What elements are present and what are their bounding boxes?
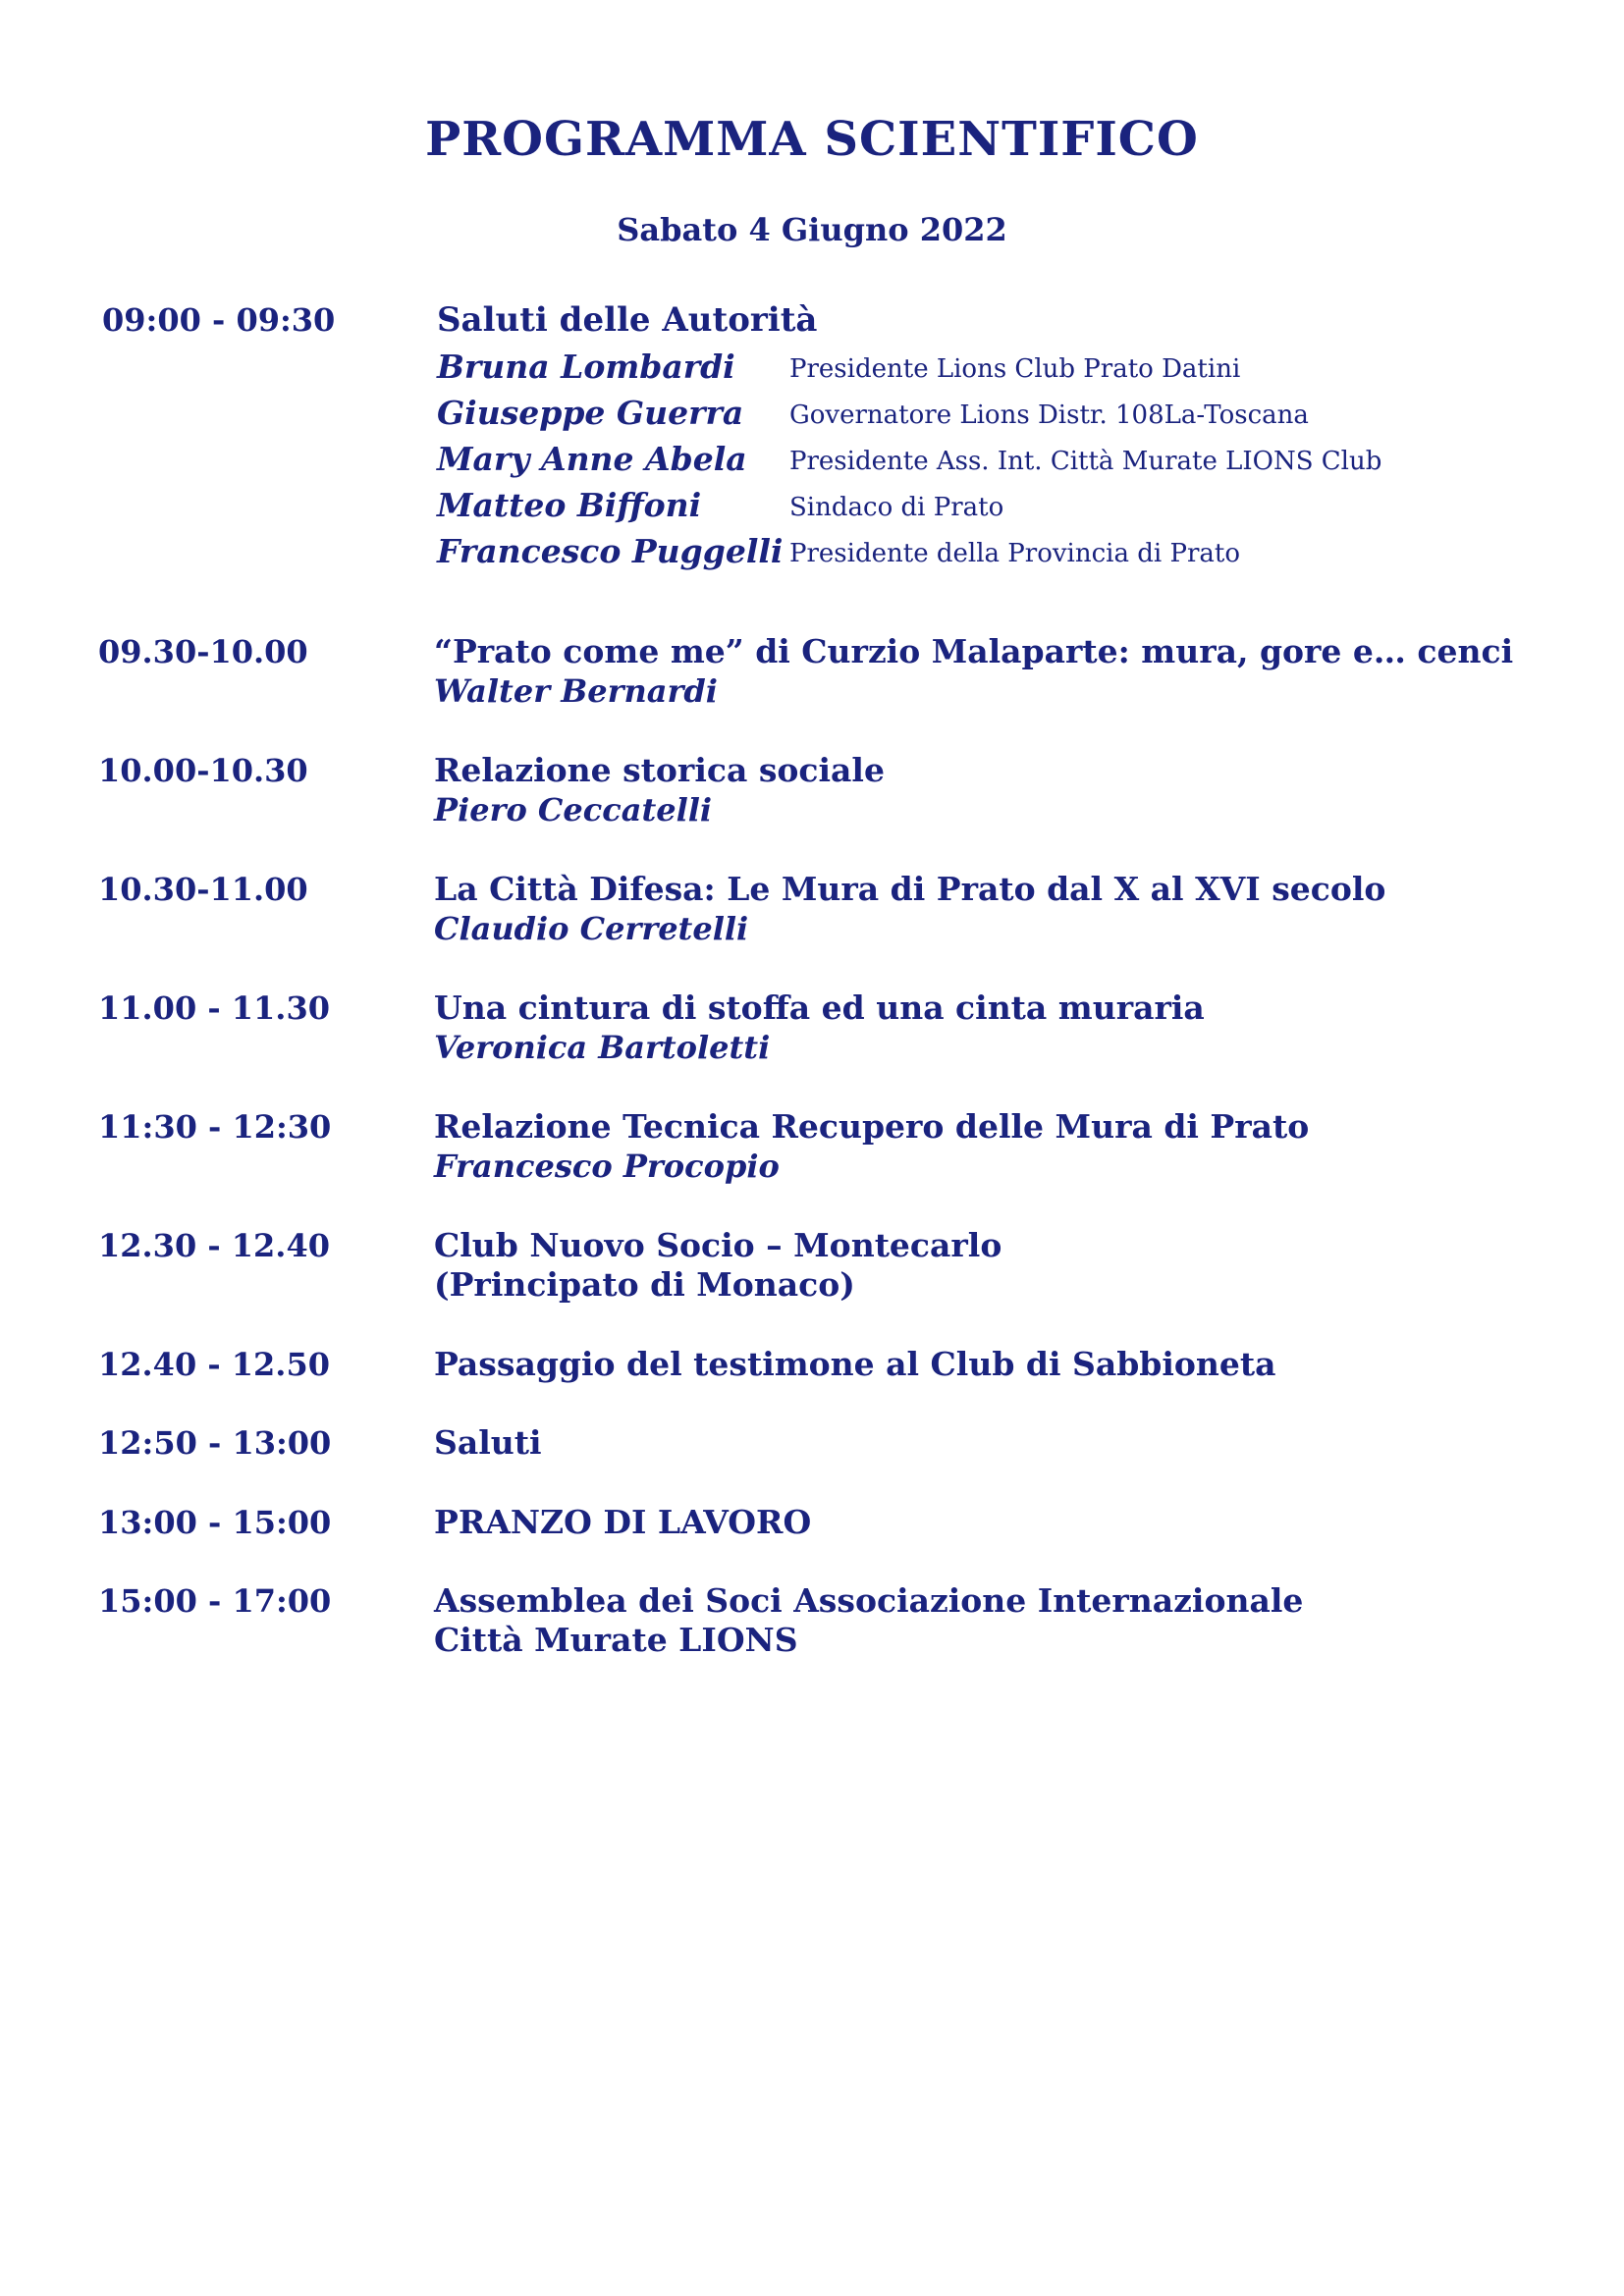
item-topic: Relazione Tecnica Recupero delle Mura di Prato <box>434 1107 1310 1146</box>
authority-role: Sindaco di Prato <box>789 493 1004 522</box>
item-topic: Club Nuovo Socio – Montecarlo <box>434 1226 1002 1264</box>
item-topic: “Prato come me” di Curzio Malaparte: mura, gore e… cenci <box>434 632 1514 670</box>
item-topic: La Città Difesa: Le Mura di Prato dal X al XVI secolo <box>434 870 1386 908</box>
item-time: 12.30 - 12.40 <box>98 1227 330 1264</box>
authority-role: Presidente Lions Club Prato Datini <box>789 354 1241 384</box>
item-speaker: Claudio Cerretelli <box>434 910 749 947</box>
item-time: 15:00 - 17:00 <box>98 1582 332 1620</box>
item-speaker: Francesco Procopio <box>434 1148 780 1185</box>
item-topic: Saluti <box>434 1423 542 1462</box>
item-time: 10.00-10.30 <box>98 752 308 789</box>
authority-name: Giuseppe Guerra <box>437 394 744 432</box>
authority-name: Francesco Puggelli <box>437 532 784 570</box>
item-time: 11.00 - 11.30 <box>98 989 330 1027</box>
item-time: 09.30-10.00 <box>98 633 308 670</box>
item-topic: PRANZO DI LAVORO <box>434 1503 812 1541</box>
event-date: Sabato 4 Giugno 2022 <box>617 211 1007 248</box>
item-speaker: Piero Ceccatelli <box>434 791 713 828</box>
item-time: 10.30-11.00 <box>98 871 308 908</box>
authority-row <box>0 438 1624 483</box>
opening-heading: Saluti delle Autorità <box>437 300 818 340</box>
authority-name: Bruna Lombardi <box>437 347 735 386</box>
authority-row <box>0 392 1624 437</box>
item-topic-continued: (Principato di Monaco) <box>434 1265 855 1304</box>
authority-row <box>0 346 1624 391</box>
item-topic: Passaggio del testimone al Club di Sabbioneta <box>434 1345 1276 1383</box>
item-speaker: Veronica Bartoletti <box>434 1029 771 1066</box>
item-time: 12:50 - 13:00 <box>98 1424 332 1462</box>
item-speaker: Walter Bernardi <box>434 672 718 710</box>
authority-name: Mary Anne Abela <box>437 440 747 478</box>
item-time: 12.40 - 12.50 <box>98 1346 330 1383</box>
item-topic: Relazione storica sociale <box>434 751 885 789</box>
item-topic: Una cintura di stoffa ed una cinta muraria <box>434 988 1205 1027</box>
item-topic-continued: Città Murate LIONS <box>434 1621 798 1659</box>
item-time: 11:30 - 12:30 <box>98 1108 332 1146</box>
page-title: PROGRAMMA SCIENTIFICO <box>425 112 1199 167</box>
opening-time: 09:00 - 09:30 <box>102 301 336 339</box>
authority-name: Matteo Biffoni <box>437 486 702 524</box>
authority-role: Presidente Ass. Int. Città Murate LIONS Club <box>789 447 1382 476</box>
authority-row <box>0 530 1624 575</box>
item-time: 13:00 - 15:00 <box>98 1504 332 1541</box>
authority-row <box>0 484 1624 529</box>
item-topic: Assemblea dei Soci Associazione Internazionale <box>434 1581 1304 1620</box>
authority-role: Presidente della Provincia di Prato <box>789 539 1240 568</box>
authority-role: Governatore Lions Distr. 108La-Toscana <box>789 400 1309 430</box>
